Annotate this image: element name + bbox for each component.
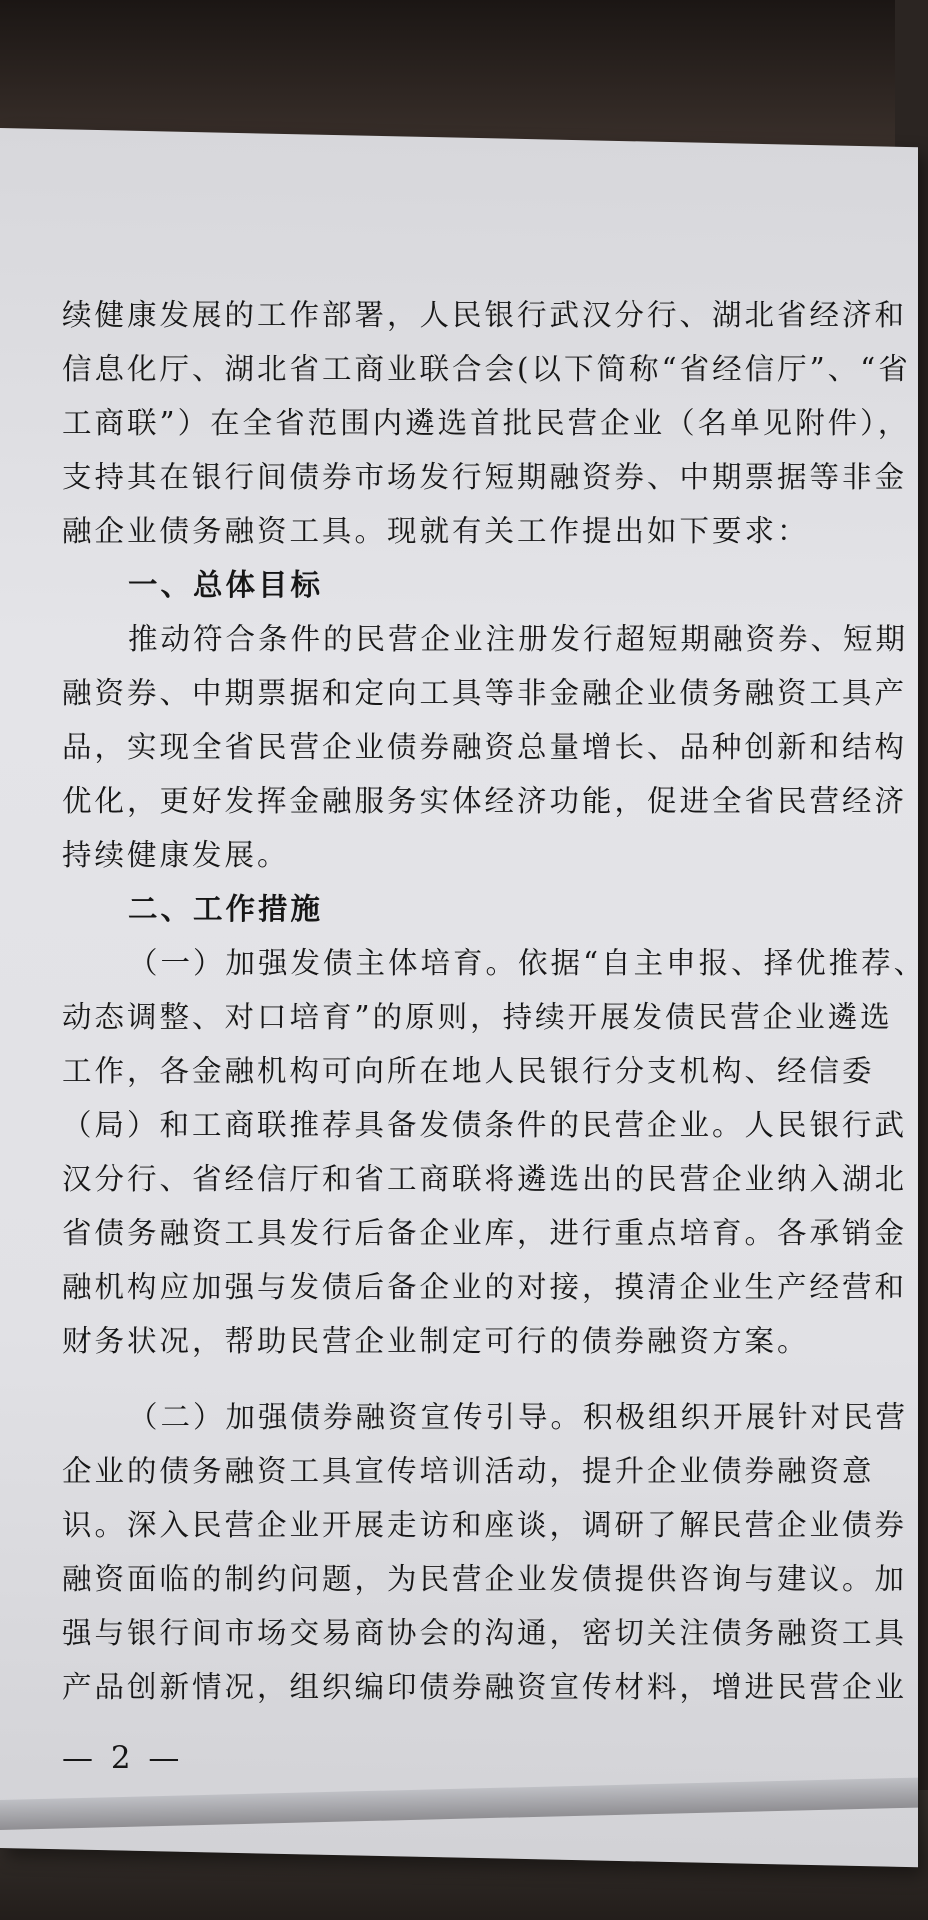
text-line: 续健康发展的工作部署，人民银行武汉分行、湖北省经济和	[62, 298, 908, 332]
text-line: 融资券、中期票据和定向工具等非金融企业债务融资工具产	[62, 676, 908, 710]
paragraph-spacer	[62, 1368, 912, 1390]
photo-background-top	[0, 0, 928, 150]
text-line: 识。深入民营企业开展走访和座谈，调研了解民营企业债券	[62, 1508, 908, 1542]
text-line: 品，实现全省民营企业债券融资总量增长、品种创新和结构	[62, 730, 908, 764]
text-line: 支持其在银行间债券市场发行短期融资券、中期票据等非金	[62, 460, 908, 494]
text-line: （局）和工商联推荐具备发债条件的民营企业。人民银行武	[62, 1108, 908, 1142]
text-line: 财务状况，帮助民营企业制定可行的债券融资方案。	[62, 1324, 810, 1358]
text-line: 企业的债务融资工具宣传培训活动，提升企业债券融资意	[62, 1454, 875, 1488]
text-line: 融资面临的制约问题，为民营企业发债提供咨询与建议。加	[62, 1562, 908, 1596]
text-line: 推动符合条件的民营企业注册发行超短期融资券、短期	[128, 622, 909, 656]
text-line: 汉分行、省经信厅和省工商联将遴选出的民营企业纳入湖北	[62, 1162, 908, 1196]
text-line: 优化，更好发挥金融服务实体经济功能，促进全省民营经济	[62, 784, 908, 818]
text-line: 信息化厅、湖北省工商业联合会(以下简称“省经信厅”、“省	[62, 352, 911, 386]
document-body	[62, 288, 927, 1714]
section-heading-1: 一、总体目标	[128, 567, 324, 602]
text-line: 省债务融资工具发行后备企业库，进行重点培育。各承销金	[62, 1216, 908, 1250]
text-line: 动态调整、对口培育”的原则，持续开展发债民营企业遴选	[62, 1000, 893, 1034]
text-line: 融机构应加强与发债后备企业的对接，摸清企业生产经营和	[62, 1270, 908, 1304]
text-line: （二）加强债券融资宣传引导。积极组织开展针对民营	[128, 1400, 909, 1434]
text-line: 工商联”）在全省范围内遴选首批民营企业（名单见附件），	[62, 406, 911, 440]
page-number: — 2 —	[62, 1740, 184, 1776]
text-line: 工作，各金融机构可向所在地人民银行分支机构、经信委	[62, 1054, 875, 1088]
section-heading-2: 二、工作措施	[128, 891, 324, 926]
text-line: （一）加强发债主体培育。依据“自主申报、择优推荐、	[128, 946, 927, 980]
text-line: 产品创新情况，组织编印债券融资宣传材料，增进民营企业	[62, 1670, 908, 1704]
text-line: 融企业债务融资工具。现就有关工作提出如下要求：	[62, 514, 810, 548]
text-line: 持续健康发展。	[62, 838, 290, 872]
text-line: 强与银行间市场交易商协会的沟通，密切关注债务融资工具	[62, 1616, 908, 1650]
